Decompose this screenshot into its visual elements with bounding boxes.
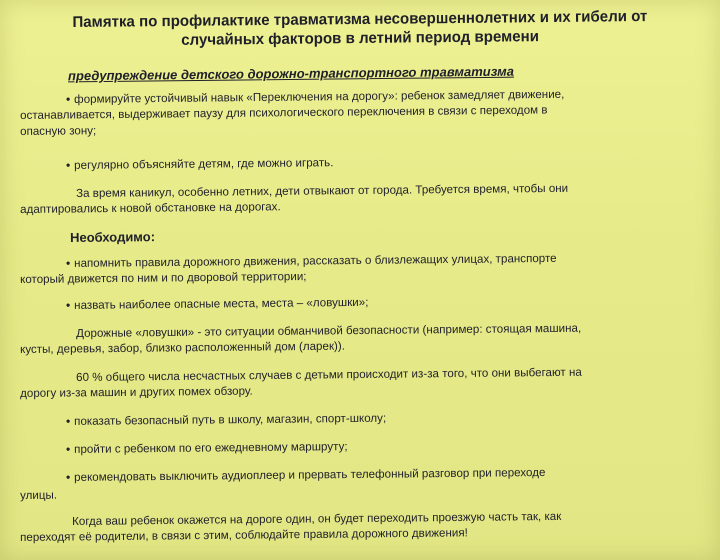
title-line: Памятка по профилактике травматизма несовершеннолетних и их гибели от: [72, 7, 648, 32]
paragraph-statistics-cont: [20, 384, 253, 401]
text-line: кусты, деревья, забор, близко расположенный дом (ларек)).: [20, 339, 346, 356]
text-line: рекомендовать выключить аудиоплеер и прервать телефонный разговор при переходе: [74, 465, 546, 484]
paragraph-rules: [66, 251, 557, 271]
paragraph-traps: [66, 295, 368, 313]
paragraph-safe-route: [66, 411, 386, 429]
text-line: Когда ваш ребенок окажется на дороге один, он будет переходить проезжую часть так, как: [72, 509, 562, 528]
text-line: пройти с ребенком по его ежедневному маршруту;: [74, 440, 348, 456]
text-line: показать безопасный путь в школу, магазин, спорт-школу;: [74, 411, 387, 428]
bullet-icon: •: [66, 92, 71, 106]
text-line: останавливается, выдерживает паузу для психологического переключения в связи с переходом в: [20, 103, 548, 122]
bullet-icon: •: [66, 470, 71, 484]
title-line: случайных факторов в летний период времени: [181, 28, 540, 49]
text-line: улицы.: [20, 488, 58, 502]
text-line: Дорожные «ловушки» - это ситуации обманчивой безопасности (например: стоящая машина,: [76, 321, 582, 340]
text-line: адаптировались к новой обстановке на дорогах.: [20, 200, 281, 216]
paragraph-daily-route: [66, 439, 348, 457]
bullet-icon: •: [66, 442, 71, 456]
bullet-icon: •: [66, 298, 71, 312]
necessary-heading: Необходимо:: [70, 229, 156, 245]
paragraph-vacation-cont: [20, 199, 281, 217]
text-line: назвать наиболее опасные места, места – «ловушки»;: [74, 295, 369, 312]
bullet-icon: •: [66, 414, 71, 428]
text-line: дорогу из-за машин и других помех обзору.: [20, 384, 253, 400]
text-line: 60 % общего числа несчастных случаев с детьми происходит из-за того, что они выбегают на: [76, 365, 582, 384]
text-line: напомнить правила дорожного движения, рассказать о близлежащих улицах, транспорте: [74, 251, 557, 270]
paragraph-vacation: [76, 181, 568, 201]
section-heading: предупреждение детского дорожно-транспортного травматизма: [67, 63, 515, 84]
text-line: который движется по ним и по дворовой территории;: [20, 270, 307, 286]
bullet-icon: •: [66, 256, 71, 270]
paragraph-traps-def-cont: [20, 339, 345, 357]
paragraph-rules-cont: [20, 269, 307, 287]
paragraph-audio-cont: [20, 488, 57, 503]
paragraph-habit-cont: [20, 123, 96, 139]
text-line: регулярно объясняйте детям, где можно играть.: [74, 156, 334, 172]
paragraph-audio: [66, 465, 545, 485]
text-line: опасную зону;: [20, 124, 97, 138]
paragraph-statistics: [76, 365, 582, 385]
text-line: За время каникул, особенно летних, дети отвыкают от города. Требуется время, чтобы они: [76, 181, 569, 200]
text-line: формируйте устойчивый навык «Переключения на дорогу»: ребенок замедляет движение,: [74, 87, 565, 106]
text-line: переходят её родители, в связи с этим, соблюдайте правила дорожного движения!: [20, 526, 468, 544]
document-title: [0, 6, 720, 52]
paragraph-play: [66, 155, 333, 173]
bullet-icon: •: [66, 158, 71, 172]
